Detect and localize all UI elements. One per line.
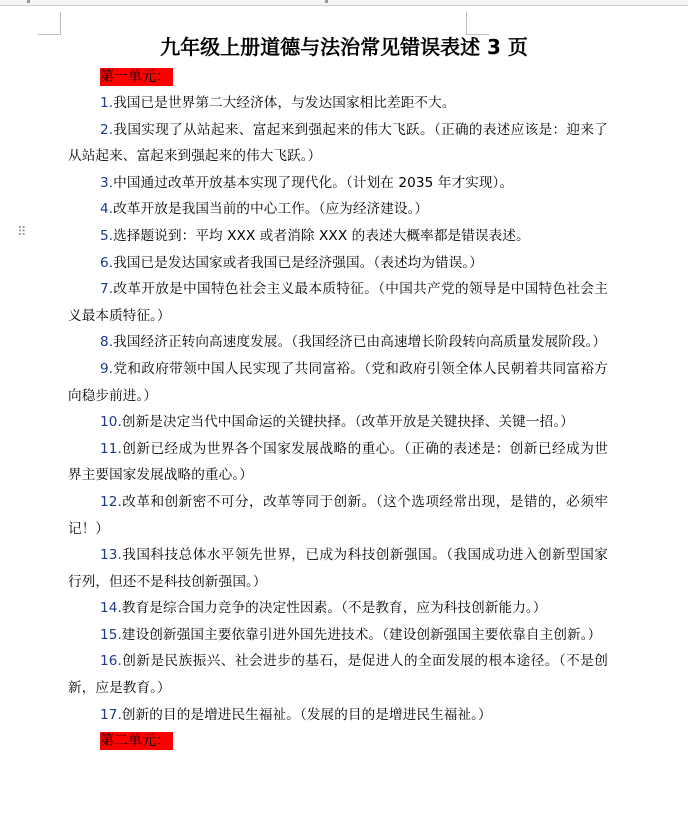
item-number: 7.	[100, 281, 114, 298]
item-number: 17.	[100, 706, 122, 723]
list-item	[68, 622, 608, 649]
item-number: 1.	[100, 95, 114, 111]
ruler-bar	[0, 0, 688, 6]
list-item	[68, 648, 608, 701]
item-text: 教育是综合国力竞争的决定性因素。（不是教育，应为科技创新能力。）	[121, 600, 547, 617]
item-text: 创新已经成为世界各个国家发展战略的重心。（正确的表述是：创新已经成为世界主要国家发展战略的重心。）	[68, 440, 608, 484]
item-text: 创新是决定当代中国命运的关键抉择。（改革开放是关键抉择、关键一招。）	[121, 414, 574, 431]
list-item	[68, 409, 608, 436]
list-item	[68, 356, 608, 409]
list-item	[68, 170, 608, 197]
list-item	[68, 223, 608, 250]
unit-heading: 第一单元：	[100, 68, 173, 86]
ruler-marker[interactable]	[325, 0, 328, 3]
item-text: 建设创新强国主要依靠引进外国先进技术。（建设创新强国主要依靠自主创新。）	[121, 626, 602, 643]
margin-corner-mark	[38, 12, 61, 35]
item-text: 我国经济正转向高速度发展。（我国经济已由高速增长阶段转向高质量发展阶段。）	[113, 334, 607, 351]
item-number: 15.	[100, 626, 122, 643]
item-text: 创新的目的是增进民生福祉。（发展的目的是增进民生福祉。）	[121, 706, 492, 723]
item-list	[68, 90, 608, 728]
item-number: 5.	[100, 227, 114, 244]
item-text: 改革和创新密不可分，改革等同于创新。（这个选项经常出现，是错的，必须牢记！）	[68, 493, 608, 537]
document-page	[68, 30, 608, 754]
item-number: 14.	[100, 600, 122, 617]
unit-heading: 第二单元：	[100, 732, 173, 750]
item-text: 改革开放是中国特色社会主义最本质特征。（中国共产党的领导是中国特色社会主义最本质特征。）	[68, 281, 608, 324]
item-text: 创新是民族振兴、社会进步的基石，是促进人的全面发展的根本途径。（不是创新，应是教育。）	[68, 653, 608, 697]
item-text: 我国已是发达国家或者我国已是经济强国。（表述均为错误。）	[113, 254, 483, 271]
document-title: 九年级上册道德与法治常见错误表述 3 页	[160, 35, 528, 59]
item-text: 我国已是世界第二大经济体，与发达国家相比差距不大。	[113, 95, 456, 111]
item-number: 3.	[100, 174, 114, 191]
item-number: 13.	[100, 547, 122, 564]
list-item	[68, 90, 608, 117]
list-item	[68, 542, 608, 595]
item-text: 我国科技总体水平领先世界，已成为科技创新强国。（我国成功进入创新型国家行列，但还不是科技创新强国。）	[68, 547, 608, 590]
list-item	[68, 276, 608, 329]
list-item	[68, 329, 608, 356]
list-item	[68, 595, 608, 622]
list-item	[68, 117, 608, 170]
list-item	[68, 196, 608, 223]
item-text: 选择题说到：平均 XXX 或者消除 XXX 的表述大概率都是错误表述。	[113, 227, 530, 244]
item-text: 我国实现了从站起来、富起来到强起来的伟大飞跃。（正确的表述应该是：迎来了从站起来、富起来到强起来的伟大飞跃。）	[68, 121, 608, 165]
item-number: 2.	[100, 121, 114, 138]
list-item	[68, 489, 608, 542]
item-number: 8.	[100, 334, 114, 351]
item-text: 改革开放是我国当前的中心工作。（应为经济建设。）	[113, 201, 429, 218]
item-number: 11.	[100, 440, 122, 457]
item-number: 9.	[100, 360, 114, 377]
drag-handle-icon[interactable]: ⠿	[17, 225, 26, 240]
item-number: 6.	[100, 254, 114, 271]
item-text: 党和政府带领中国人民实现了共同富裕。（党和政府引领全体人民朝着共同富裕方向稳步前进。）	[68, 360, 608, 404]
item-number: 12.	[100, 493, 122, 510]
item-text: 中国通过改革开放基本实现了现代化。（计划在 2035 年才实现）。	[113, 174, 514, 191]
item-number: 16.	[100, 653, 122, 670]
ruler-marker[interactable]	[27, 0, 30, 3]
list-item	[68, 702, 608, 729]
item-number: 10.	[100, 414, 122, 431]
item-number: 4.	[100, 201, 114, 218]
list-item	[68, 250, 608, 277]
list-item	[68, 436, 608, 489]
